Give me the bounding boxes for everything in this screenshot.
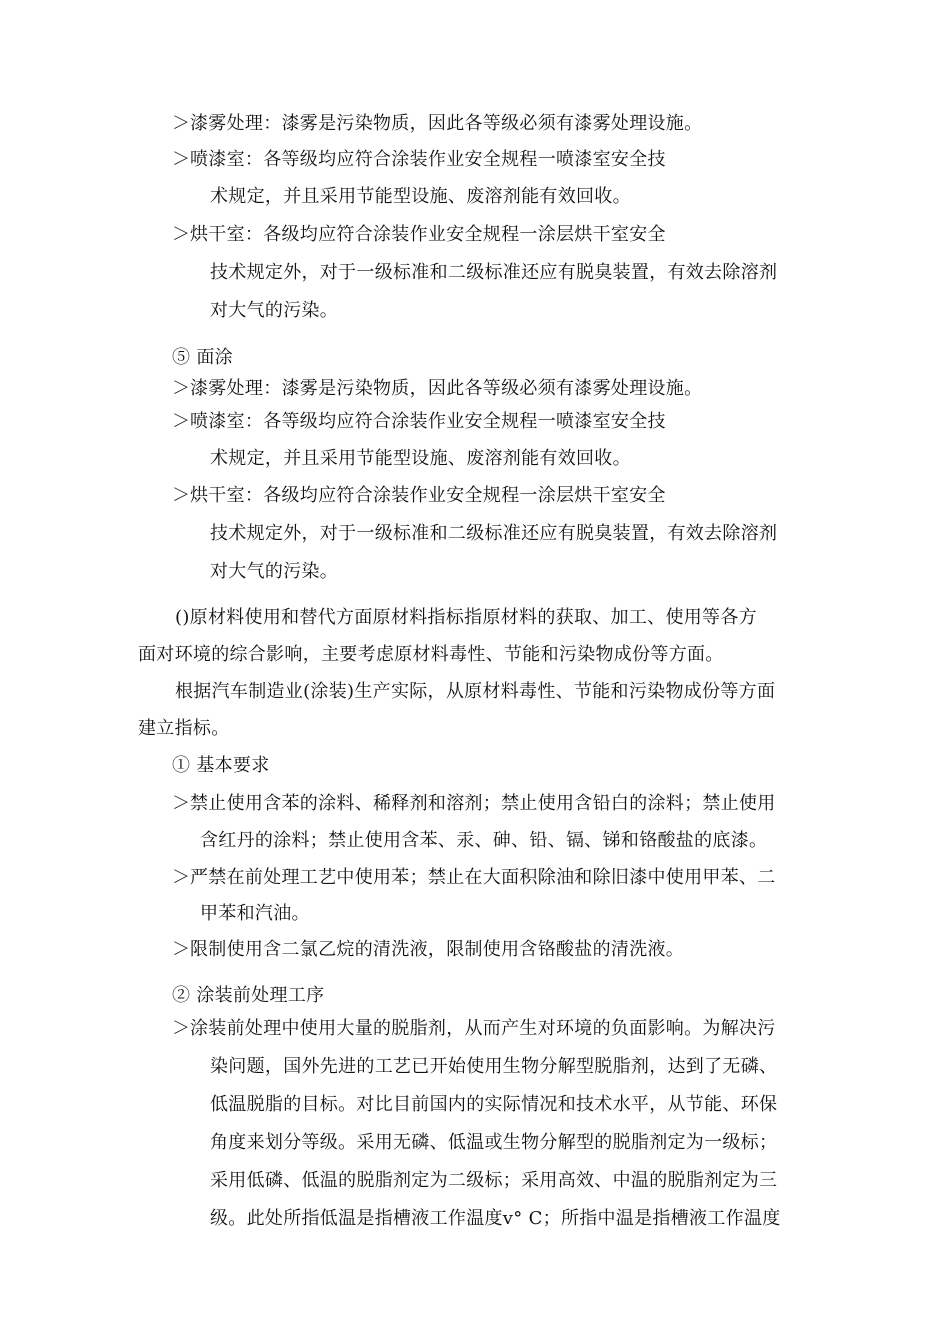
paragraph-line: 建立指标。	[138, 718, 230, 739]
bullet-degreaser	[172, 1017, 776, 1041]
bullet-arrow-icon: ＞	[172, 1018, 190, 1039]
bullet-text: 限制使用含二氯乙烷的清洗液，限制使用含铬酸盐的清洗液。	[190, 939, 685, 960]
bullet-continuation: 染问题，国外先进的工艺已开始使用生物分解型脱脂剂，达到了无磷、	[210, 1056, 778, 1077]
bullet-arrow-icon: ＞	[172, 224, 190, 245]
bullet-cleaning-fluid-limit	[172, 938, 684, 962]
bullet-prohibited-materials	[172, 792, 776, 816]
bullet-arrow-icon: ＞	[172, 485, 190, 506]
bullet-spray-booth	[172, 410, 666, 434]
section-heading-pretreatment: ② 涂装前处理工序	[172, 985, 325, 1006]
paragraph-line: 根据汽车制造业(涂装)生产实际，从原材料毒性、节能和污染物成份等方面	[175, 681, 776, 702]
bullet-continuation: 术规定，并且采用节能型设施、废溶剂能有效回收。	[210, 448, 631, 469]
bullet-arrow-icon: ＞	[172, 793, 190, 814]
bullet-continuation: 技术规定外，对于一级标准和二级标准还应有脱臭装置，有效去除溶剂	[210, 262, 778, 283]
bullet-arrow-icon: ＞	[172, 867, 190, 888]
paragraph-line: 面对环境的综合影响，主要考虑原材料毒性、节能和污染物成份等方面。	[138, 644, 724, 665]
bullet-spray-mist-treatment	[172, 377, 702, 401]
bullet-text: 漆雾处理：漆雾是污染物质，因此各等级必须有漆雾处理设施。	[190, 378, 703, 399]
bullet-continuation: 低温脱脂的目标。对比目前国内的实际情况和技术水平，从节能、环保	[210, 1094, 778, 1115]
bullet-drying-room	[172, 484, 666, 508]
bullet-continuation: 对大气的污染。	[210, 300, 339, 321]
bullet-arrow-icon: ＞	[172, 411, 190, 432]
bullet-spray-booth	[172, 148, 666, 172]
bullet-arrow-icon: ＞	[172, 149, 190, 170]
bullet-arrow-icon: ＞	[172, 939, 190, 960]
bullet-arrow-icon: ＞	[172, 378, 190, 399]
section-heading-topcoat: ⑤ 面涂	[172, 347, 233, 368]
bullet-continuation: 对大气的污染。	[210, 561, 339, 582]
bullet-text: 喷漆室：各等级均应符合涂装作业安全规程一喷漆室安全技	[190, 411, 666, 432]
bullet-text: 喷漆室：各等级均应符合涂装作业安全规程一喷漆室安全技	[190, 149, 666, 170]
bullet-drying-room	[172, 223, 666, 247]
bullet-continuation: 术规定，并且采用节能型设施、废溶剂能有效回收。	[210, 186, 631, 207]
bullet-continuation: 采用低磷、低温的脱脂剂定为二级标；采用高效、中温的脱脂剂定为三	[210, 1170, 778, 1191]
bullet-text: 烘干室：各级均应符合涂装作业安全规程一涂层烘干室安全	[190, 224, 666, 245]
bullet-spray-mist-treatment	[172, 112, 702, 136]
paragraph-line: ()原材料使用和替代方面原材料指标指原材料的获取、加工、使用等各方	[175, 607, 757, 628]
bullet-text: 漆雾处理：漆雾是污染物质，因此各等级必须有漆雾处理设施。	[190, 113, 703, 134]
bullet-benzene-ban	[172, 866, 776, 890]
bullet-text: 涂装前处理中使用大量的脱脂剂，从而产生对环境的负面影响。为解决污	[190, 1018, 776, 1039]
bullet-text: 烘干室：各级均应符合涂装作业安全规程一涂层烘干室安全	[190, 485, 666, 506]
bullet-continuation: 含红丹的涂料；禁止使用含苯、汞、砷、铅、镉、锑和铬酸盐的底漆。	[200, 830, 768, 851]
bullet-continuation: 甲苯和汽油。	[200, 903, 310, 924]
bullet-text: 严禁在前处理工艺中使用苯；禁止在大面积除油和除旧漆中使用甲苯、二	[190, 867, 776, 888]
bullet-arrow-icon: ＞	[172, 113, 190, 134]
bullet-continuation: 级。此处所指低温是指槽液工作温度v° C；所指中温是指槽液工作温度	[210, 1208, 781, 1229]
bullet-continuation: 技术规定外，对于一级标准和二级标准还应有脱臭装置，有效去除溶剂	[210, 523, 778, 544]
bullet-text: 禁止使用含苯的涂料、稀释剂和溶剂；禁止使用含铅白的涂料；禁止使用	[190, 793, 776, 814]
bullet-continuation: 角度来划分等级。采用无磷、低温或生物分解型的脱脂剂定为一级标；	[210, 1132, 778, 1153]
section-heading-basic-requirements: ① 基本要求	[172, 755, 270, 776]
